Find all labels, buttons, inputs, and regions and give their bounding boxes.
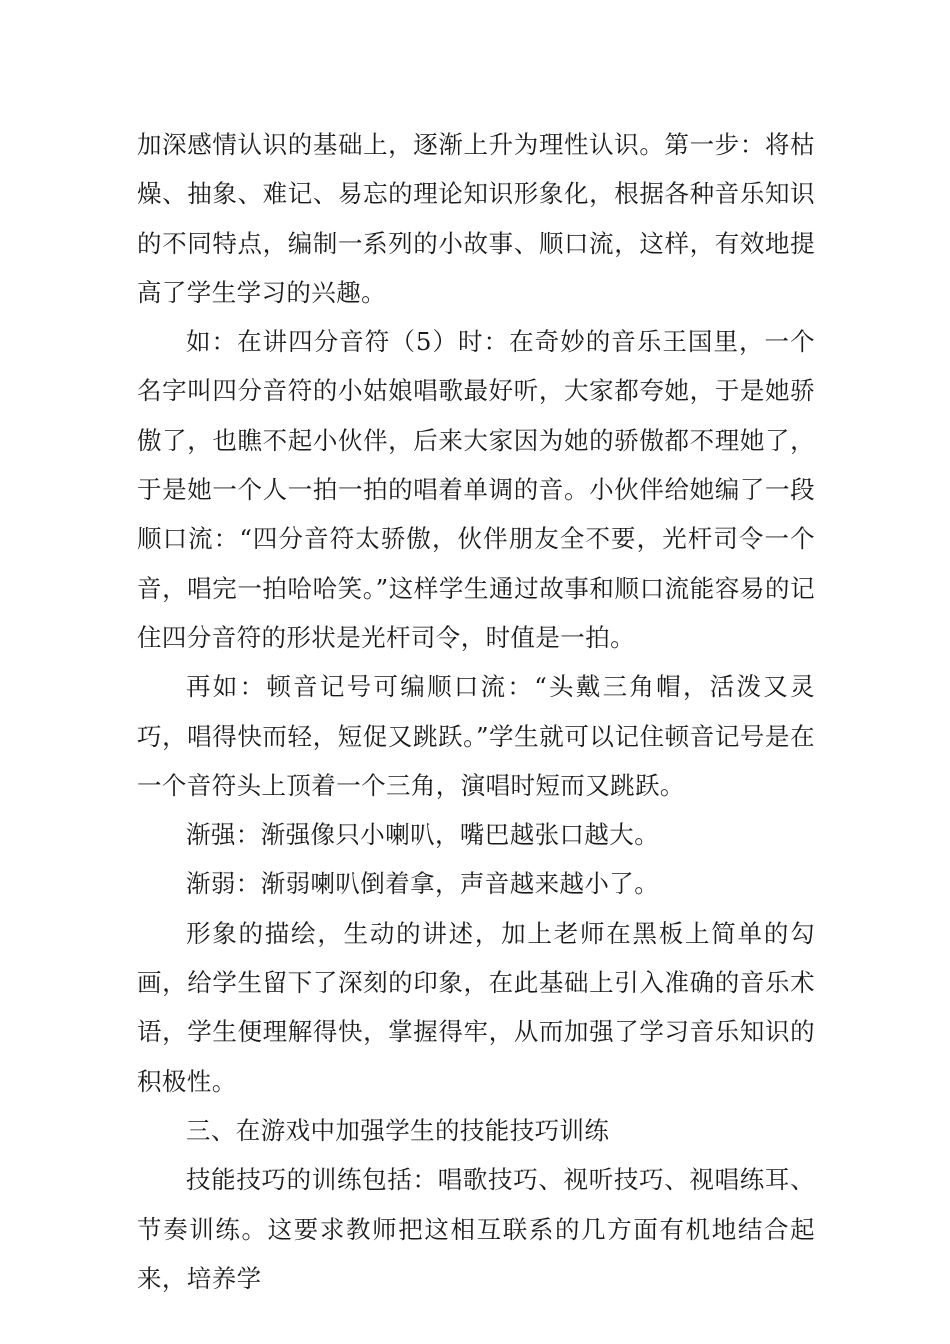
- paragraph-staccato-example: 再如：顿音记号可编顺口流：“头戴三角帽，活泼又灵巧，唱得快而轻，短促又跳跃。”学生就可以记住顿音记号是在一个音符头上顶着一个三角，演唱时短而又跳跃。: [137, 672, 815, 800]
- document-body: [137, 120, 815, 1303]
- paragraph-summary: 形象的描绘，生动的讲述，加上老师在黑板上简单的勾画，给学生留下了深刻的印象，在此基础上引入准确的音乐术语，学生便理解得快，掌握得牢，从而加强了学习音乐知识的积极性。: [137, 918, 815, 1096]
- paragraph-continuation: 加深感情认识的基础上，逐渐上升为理性认识。第一步：将枯燥、抽象、难记、易忘的理论知识形象化，根据各种音乐知识的不同特点，编制一系列的小故事、顺口流，这样，有效地提高了学生学习的兴趣。: [137, 130, 815, 307]
- paragraph-skills-training: 技能技巧的训练包括：唱歌技巧、视听技巧、视唱练耳、节奏训练。这要求教师把这相互联系的几方面有机地结合起来，培养学: [137, 1165, 815, 1293]
- section-heading: 三、在游戏中加强学生的技能技巧训练: [186, 1115, 610, 1145]
- paragraph-crescendo: 渐强：渐强像只小喇叭，嘴巴越张口越大。: [186, 820, 660, 850]
- paragraph-diminuendo: 渐弱：渐弱喇叭倒着拿，声音越来越小了。: [186, 869, 660, 899]
- paragraph-quarter-note-example: 如：在讲四分音符（5）时：在奇妙的音乐王国里，一个名字叫四分音符的小姑娘唱歌最好听，大家都夸她，于是她骄傲了，也瞧不起小伙伴，后来大家因为她的骄傲都不理她了，于是她一个人一拍一拍的唱着单调的音。小伙伴给她编了一段顺口流：“四分音符太骄傲，伙伴朋友全不要，光杆司令一个音，唱完一拍哈哈笑。”这样学生通过故事和顺口流能容易的记住四分音符的形状是光杆司令，时值是一拍。: [137, 327, 815, 652]
